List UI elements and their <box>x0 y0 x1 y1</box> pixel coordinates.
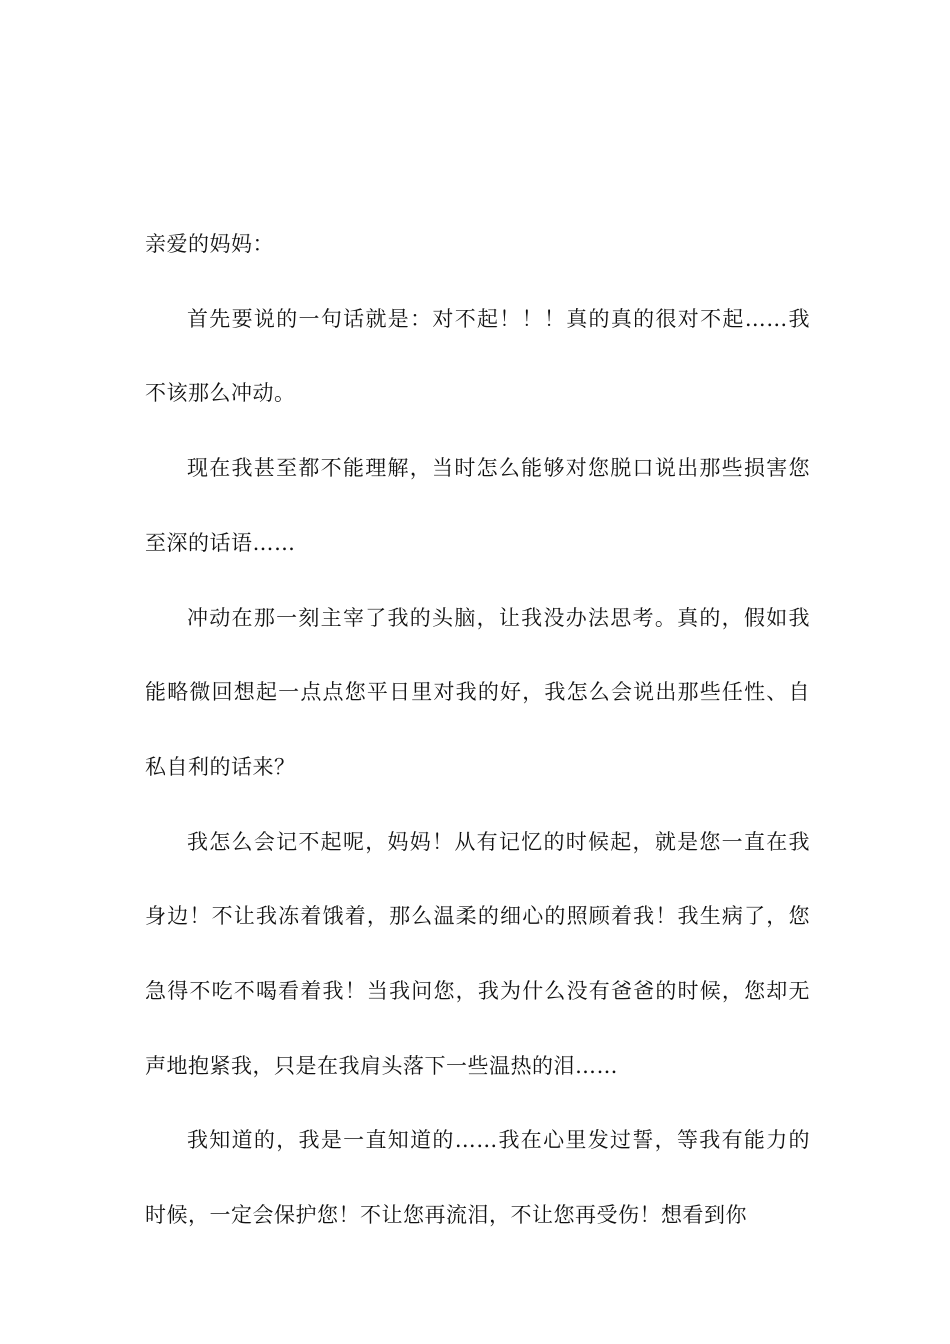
paragraph-3: 冲动在那一刻主宰了我的头脑，让我没办法思考。真的，假如我能略微回想起一点点您平日里对我的好，我怎么会说出那些任性、自私自利的话来？ <box>145 605 810 779</box>
paragraph-2: 现在我甚至都不能理解，当时怎么能够对您脱口说出那些损害您至深的话语…… <box>145 456 810 555</box>
paragraph-4: 我怎么会记不起呢，妈妈！从有记忆的时候起，就是您一直在我身边！不让我冻着饿着，那么温柔的细心的照顾着我！我生病了，您急得不吃不喝看着我！当我问您，我为什么没有爸爸的时候，您却无声地抱紧我，只是在我肩头落下一些温热的泪…… <box>145 829 810 1078</box>
letter-body <box>145 207 810 1253</box>
paragraph-1: 首先要说的一句话就是：对不起！！！真的真的很对不起……我不该那么冲动。 <box>145 306 810 406</box>
salutation: 亲爱的妈妈： <box>145 232 274 256</box>
paragraph-5: 我知道的，我是一直知道的……我在心里发过誓，等我有能力的时候，一定会保护您！不让您再流泪，不让您再受伤！想看到你 <box>145 1128 810 1228</box>
